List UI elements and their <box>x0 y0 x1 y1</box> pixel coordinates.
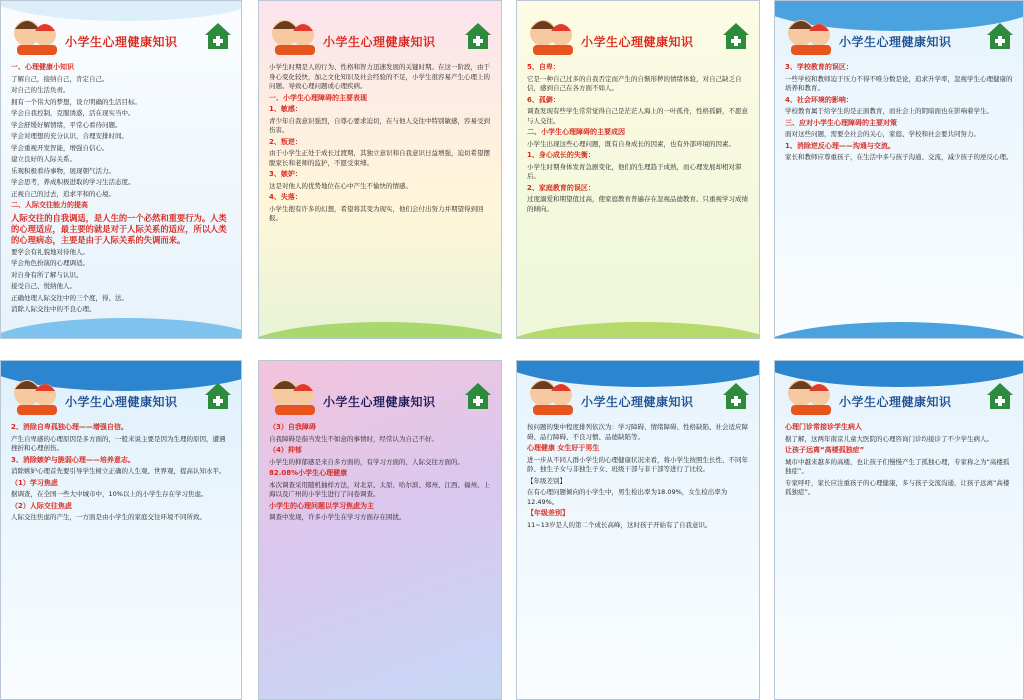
poster-title: 小学生心理健康知识 <box>323 35 436 49</box>
poster-title: 小学生心理健康知识 <box>581 395 694 409</box>
panel-body <box>269 63 491 328</box>
paragraph: 按问题的集中程度排列依次为：学习障碍、情绪障碍、性格缺陷、社会适应障碍、品行障碍、不良习惯、品德缺陷等。 <box>527 423 748 441</box>
cartoon-students-logo <box>523 11 581 57</box>
section-heading: 一、心理健康小知识 <box>11 63 74 71</box>
house-cross-icon <box>985 21 1015 51</box>
paragraph: 青少年自我意识强烈，自尊心要求迫切，在与他人交往中特别敏感，容易受到伤害。 <box>269 116 490 134</box>
list-item: 建立良好的人际关系。 <box>11 155 76 163</box>
list-item: 学会对理想的充分认识，合理安排时间。 <box>11 132 128 140</box>
cartoon-students-logo <box>265 371 323 417</box>
subsection-heading: （1）学习焦虑 <box>11 478 58 487</box>
section-heading: 二、人际交往能力的提高 <box>11 201 88 209</box>
poster-title: 小学生心理健康知识 <box>839 395 952 409</box>
panel-body <box>11 423 231 689</box>
panel-body <box>269 423 491 689</box>
list-item: 学会重视开发智能，增强自信心。 <box>11 143 109 152</box>
poster-title: 小学生心理健康知识 <box>839 35 952 49</box>
subsection-heading: 6、孤僻： <box>527 95 560 104</box>
cartoon-students-logo <box>7 371 65 417</box>
paragraph: 小学生的抑郁感是来自多方面的，有学习方面的，人际交往方面的。 <box>269 457 464 466</box>
paragraph: 消除嫉妒心理首先要引导学生树立正确的人生观、世界观，提高认知水平。 <box>11 467 226 475</box>
subsection-heading: 82.08%小学生心理健康 <box>269 469 348 477</box>
paragraph: 学校教育属于给学生的是正面教育，而社会上的阴暗面也在影响着学生。 <box>785 107 993 115</box>
panel-body <box>527 423 749 689</box>
list-item: 正确处理人际交往中的三个度，得、法。 <box>11 293 128 302</box>
panel-body <box>527 63 749 328</box>
poster-title: 小学生心理健康知识 <box>65 35 178 49</box>
list-item: 对自己的生活负责。 <box>11 86 70 94</box>
intro-paragraph: 小学生时期是人的行为、性格和智力迅速发展的关键时期。在这一阶段，由于身心变化较快，加之文化知识及社会经验的不足，小学生很容易产生心理上的问题。导致心理问题或心理疾病。 <box>269 63 490 90</box>
panel-body <box>11 63 231 328</box>
subsection-heading: 1、消除逆反心理——沟通与交流。 <box>785 141 895 150</box>
paragraph: 据了解，这两年南京儿童大医院的心理咨询门诊均接诊了不少学生病人。 <box>785 434 993 443</box>
paragraph: 小学生抱有许多的幻想，希望将其变为现实，他们会付出努力并期望得到回报。 <box>269 204 484 222</box>
paragraph: 自我障碍是指当发生不如意的事情时，经常认为自己不好。 <box>269 434 438 443</box>
list-item: 学会自我控制，克服诱惑，活在现实当中。 <box>11 109 135 117</box>
poster-title: 小学生心理健康知识 <box>323 395 436 409</box>
paragraph: 由于小学生正处于成长过渡期，其独立意识和自我意识日益增强，迫切希望摆脱家长和老师的监护，不愿受束缚。 <box>269 149 490 167</box>
paragraph: 在有心理问题倾向的小学生中，男生检出率为18.09%，女生检出率为12.49%。 <box>527 488 728 506</box>
paragraph: 【年级差别】 <box>527 476 566 485</box>
poster-panel-4 <box>774 0 1024 339</box>
subsection-heading: 小学生的心理问题以学习焦虑为主 <box>269 501 374 510</box>
subsection-heading: 让孩子远离“高楼孤独症” <box>785 446 865 454</box>
list-item: 消除人际交往中的不良心理。 <box>11 305 96 313</box>
subsection-heading: 2、叛逆： <box>269 137 302 146</box>
paragraph: 据调查，在全国一些大中城市中，10%以上的小学生存在学习焦虑。 <box>11 490 208 498</box>
subsection-heading: 2、家庭教育的误区： <box>527 183 595 192</box>
house-cross-icon <box>203 381 233 411</box>
list-item: 要学会有礼貌地对待他人。 <box>11 247 89 256</box>
subsection-heading: 4、社会环境的影响： <box>785 95 853 104</box>
cartoon-students-logo <box>523 371 581 417</box>
poster-panel-5 <box>0 360 242 700</box>
house-cross-icon <box>463 21 493 51</box>
paragraph: 人际交往焦虑的产生，一方面是由小学生的家庭交往环境不同所致。 <box>11 513 206 521</box>
poster-title: 小学生心理健康知识 <box>581 35 694 49</box>
poster-panel-8 <box>774 360 1024 700</box>
list-item: 接受自己、悦纳他人。 <box>11 282 76 290</box>
list-item: 乐观积极看待事物，展现朝气活力。 <box>11 166 115 175</box>
subsection-heading: 3、消除嫉妒与脆弱心理——培养意志。 <box>11 455 135 464</box>
section-heading: 二、小学生心理障碍的主要成因 <box>527 128 625 136</box>
paragraph: 11~13岁是人的第二个成长高峰，这时孩子开始有了自我意识。 <box>527 520 712 529</box>
house-cross-icon <box>203 21 233 51</box>
subsection-heading: 【年级差别】 <box>527 509 569 517</box>
paragraph: 调查中发现，许多小学生在学习方面存在困扰。 <box>269 513 406 521</box>
paragraph: 进一步从不同人群小学生的心理健康状况来看，将小学生按照生长性、不同年龄、独生子女与非独生子女、班级干部与非干部等进行了比较。 <box>527 455 748 473</box>
poster-panel-2 <box>258 0 502 339</box>
paragraph: 家长和教师应尊重孩子，在生活中多与孩子沟通、交流，减少孩子的逆反心理。 <box>785 153 1013 161</box>
list-item: 正视自己的过去，追求平和的心境。 <box>11 189 115 198</box>
subsection-heading: 1、敏感： <box>269 105 302 113</box>
paragraph: 城市中越来越多的高楼，也让孩子们慢慢产生了孤独心理，专家称之为“高楼孤独症”。 <box>785 457 1010 475</box>
subsection-heading: 1、身心成长的失衡： <box>527 151 595 159</box>
cartoon-students-logo <box>781 11 839 57</box>
poster-title: 小学生心理健康知识 <box>65 395 178 409</box>
paragraph: 这是对他人的优势地位在心中产生不愉快的情感。 <box>269 181 412 190</box>
cartoon-students-logo <box>265 11 323 57</box>
subsection-heading: 心理门诊常接诊学生病人 <box>785 423 862 431</box>
list-item: 了解自己，接纳自己，肯定自己。 <box>11 74 109 83</box>
poster-panel-6 <box>258 360 502 700</box>
poster-panel-7 <box>516 360 760 700</box>
paragraph: 小学生时期身体发育急剧变化，他们的生理趋于成熟，而心理发展却相对滞后。 <box>527 162 742 180</box>
subsection-heading: 5、自卑： <box>527 63 560 71</box>
panel-body <box>785 63 1013 328</box>
cartoon-students-logo <box>7 11 65 57</box>
list-item: 学会角色扮演的心理调适。 <box>11 259 89 267</box>
panel-body <box>785 423 1013 689</box>
section-heading: 一、小学生心理障碍的主要表现 <box>269 93 367 102</box>
subsection-heading: 4、失落： <box>269 193 302 201</box>
list-item: 学会思考，养成积极进取的学习生活态度。 <box>11 178 135 186</box>
cartoon-students-logo <box>781 371 839 417</box>
paragraph: 小学生出现这些心理问题，既有自身成长的因素，也有外部环境的因素。 <box>527 139 735 148</box>
poster-panel-3 <box>516 0 760 339</box>
subsection-heading: （4）抑郁 <box>269 446 302 454</box>
subsection-heading: 心理健康 女生好于男生 <box>527 444 600 452</box>
paragraph: 面对这些问题，需要全社会的关心，家庭、学校和社会要共同努力。 <box>785 130 980 138</box>
house-cross-icon <box>721 21 751 51</box>
paragraph: 本次调查采用随机抽样方法，对北京、太原、哈尔滨、郑州、江西、福州、上海以及广州的小学生进行了问卷调查。 <box>269 480 490 498</box>
paragraph: 它是一种自己过多的自我否定而产生的自惭形秽的情绪体验，对自己缺乏自信，感到自己在各方面不如人。 <box>527 74 742 92</box>
paragraph: 产生自卑感的心理原因是多方面的，一般来说主要是因为生理的原因，遭遇挫折和心理创伤。 <box>11 434 226 452</box>
paragraph: 过度溺爱和期望值过高，使家庭教育普遍存在忽视品德教育、只重视学习成绩的倾向。 <box>527 195 748 213</box>
subsection-heading: （3）自我障碍 <box>269 423 316 431</box>
list-item: 拥有一个伟大的梦想，设立明确的生活目标。 <box>11 97 141 106</box>
paragraph: 调查发现有些学生常常觉得自己是茫茫人海上的一叶孤舟，性格孤僻，不愿意与人交往。 <box>527 107 748 125</box>
house-cross-icon <box>985 381 1015 411</box>
paragraph: 专家呼吁，家长应注重孩子的心理健康，多与孩子交流沟通，让孩子远离“高楼孤独症”。 <box>785 478 1010 496</box>
section-heading: 三、应对小学生心理障碍的主要对策 <box>785 118 897 127</box>
subsection-heading: （2）人际交往焦虑 <box>11 501 72 510</box>
house-cross-icon <box>721 381 751 411</box>
subsection-heading: 3、嫉妒： <box>269 170 302 178</box>
subsection-heading: 2、消除自卑孤独心理——增强自信。 <box>11 423 128 431</box>
subsection-heading: 3、学校教育的误区： <box>785 63 853 71</box>
poster-panel-1 <box>0 0 242 339</box>
house-cross-icon <box>463 381 493 411</box>
list-item: 对自身有所了解与认识。 <box>11 270 83 279</box>
list-item: 学会舒缓好解情绪，平常心看待问题。 <box>11 120 122 129</box>
highlight-paragraph: 人际交往的自我调适，是人生的一个必然和重要行为。人类的心理适应，最主要的就是对于人际关系的适应，所以人类的心理病态，主要是由于人际关系的失调而来。 <box>11 212 227 245</box>
paragraph: 一些学校和教师迫于压力不得不唯分数是论，追求升学率，忽视学生心理健康的培养和教育。 <box>785 74 1013 92</box>
